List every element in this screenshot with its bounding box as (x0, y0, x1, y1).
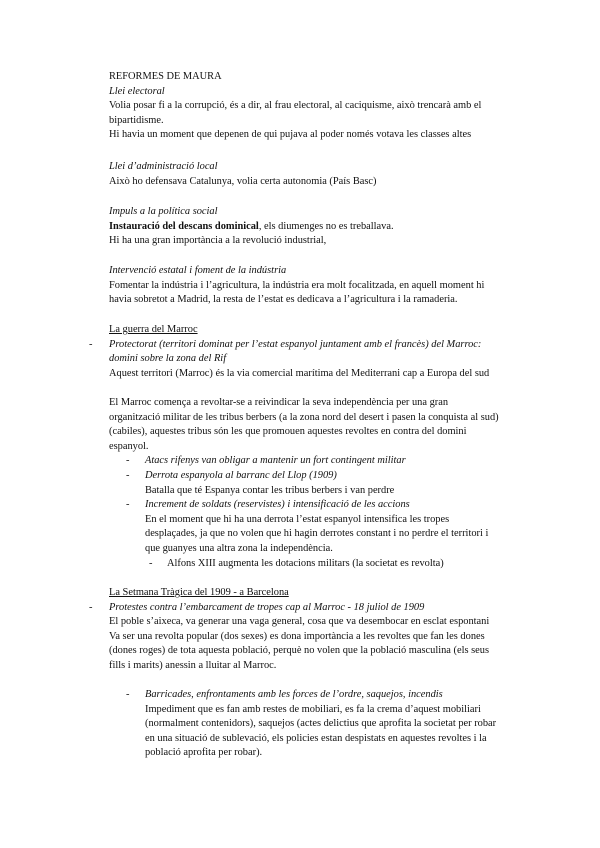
text-line: Fomentar la indústria i l’agricultura, la indústria era molt focalitzada, en aquell moment hi (109, 279, 485, 291)
bold-phrase: Instauració del descans dominical (109, 220, 259, 232)
list-item (109, 557, 519, 572)
section-heading: Llei d’administració local (109, 161, 218, 172)
list-item (109, 688, 519, 761)
dash-marker: - (126, 689, 130, 700)
dash-marker: - (89, 601, 93, 613)
sub-bullet: Increment de soldats (reservistes) i intensificació de les accions (145, 499, 410, 511)
sub-bullet: Derrota espanyola al barranc del Llop (1909) (145, 469, 337, 481)
text-line: Hi ha una gran importància a la revolució industrial, (109, 235, 327, 247)
list-item (89, 338, 519, 367)
section-heading: La guerra del Marroc (109, 324, 198, 335)
text-line: que guanyes una altra zona la independència. (145, 542, 333, 554)
section-heading: Impuls a la política social (109, 206, 218, 217)
list-item (89, 601, 519, 616)
sub-bullet: Atacs rifenys van obligar a mantenir un fort contingent militar (145, 455, 406, 467)
text-line (109, 220, 519, 235)
dash-marker: - (126, 455, 130, 467)
text-line: Batalla que té Espanya contar les tribus berbers i van perdre (145, 484, 395, 496)
text-line: en una situació de sublevació, els policies estan despistats en aquestes revoltes i la (145, 732, 487, 744)
text-line: En el moment que hi ha una derrota l’estat espanyol intensifica les tropes (145, 513, 450, 525)
bullet-line: Protestes contra l’embarcament de tropes cap al Marroc - 18 juliol de 1909 (109, 601, 425, 613)
text-line: Aquest territori (Marroc) és la via comercial marítima del Mediterrani cap a Europa del sud (109, 367, 490, 379)
text-line: Això ho defensava Catalunya, volia certa autonomia (País Basc) (109, 175, 377, 187)
bullet-line: Protectorat (territori dominat per l’estat espanyol juntament amb el francès) del Marroc: (109, 338, 482, 350)
dash-marker: - (89, 338, 93, 350)
dash-marker: - (126, 499, 130, 511)
section-intro (109, 70, 519, 143)
text-line: bipartidisme. (109, 114, 164, 126)
section-heading: Llei electoral (109, 85, 165, 97)
text-span: , els diumenges no es treballava. (258, 220, 394, 232)
section-heading: Intervenció estatal i foment de la indústria (109, 265, 287, 276)
section-morocco (89, 323, 519, 381)
bullet-line: domini sobre la zona del Rif (109, 353, 227, 365)
section-industry (109, 264, 519, 308)
text-line: (normalment contenidors), saquejos (actes delictius que aprofita la societat per robar (145, 718, 497, 730)
text-line: (cabiles), aquestes tribus són les que promouen aquestes revoltes en contra del domini (109, 426, 467, 438)
dash-marker: - (126, 469, 130, 481)
text-line: fills i marits) anessin a lluitar al Marroc. (109, 659, 277, 671)
text-line: organització militar de les tribus berbers (a la zona nord del desert i pasen la conquista al sud) (109, 411, 499, 423)
text-line: Volia posar fi a la corrupció, és a dir, al frau electoral, al caciquisme, això trencarà amb el (109, 100, 482, 112)
section-social (109, 205, 519, 249)
text-line: Va ser una revolta popular (dos sexes) es dona importància a les revoltes que fan les dones (109, 630, 485, 642)
section-morocco-detail (109, 396, 519, 571)
sub-bullet: Barricades, enfrontaments amb les forces de l’ordre, saquejos, incendis (145, 689, 443, 700)
list-item (109, 498, 519, 556)
text-line: població aprofita per robar). (145, 747, 263, 759)
text-line: Impediment que es fan amb restes de mobiliari, es fa la crema d’aquest mobiliari (145, 703, 481, 715)
sub-sub-bullet: Alfons XIII augmenta les dotacions militars (la societat es revolta) (167, 557, 444, 569)
dash-marker: - (149, 557, 153, 569)
text-line: havia sobretot a Madrid, la resta de l’estat es dedicava a l’agricultura i la ramaderia. (109, 294, 458, 306)
text-line: desplaçades, ja que no volen que hi hagin derrotes constant i no perdre el territori i (145, 528, 489, 540)
section-tragic-week (89, 586, 519, 674)
section-admin (109, 160, 519, 189)
text-line: El Marroc comença a revoltar-se a reivindicar la seva independència per una gran (109, 397, 449, 408)
document-title: REFORMES DE MAURA (109, 71, 222, 82)
text-line: espanyol. (109, 440, 149, 452)
text-line: Hi havia un moment que depenen de qui pujava al poder només votava les classes altes (109, 129, 472, 141)
text-line: (dones roges) de tota aquesta població, perquè no volen que la població masculina (els seus (109, 645, 490, 657)
text-line: El poble s’aixeca, va generar una vaga general, cosa que va desembocar en esclat espontani (109, 616, 490, 628)
list-item (109, 454, 519, 469)
list-item (109, 469, 519, 498)
section-heading: La Setmana Tràgica del 1909 - a Barcelona (109, 587, 289, 598)
section-tragic-week-detail (109, 688, 519, 761)
